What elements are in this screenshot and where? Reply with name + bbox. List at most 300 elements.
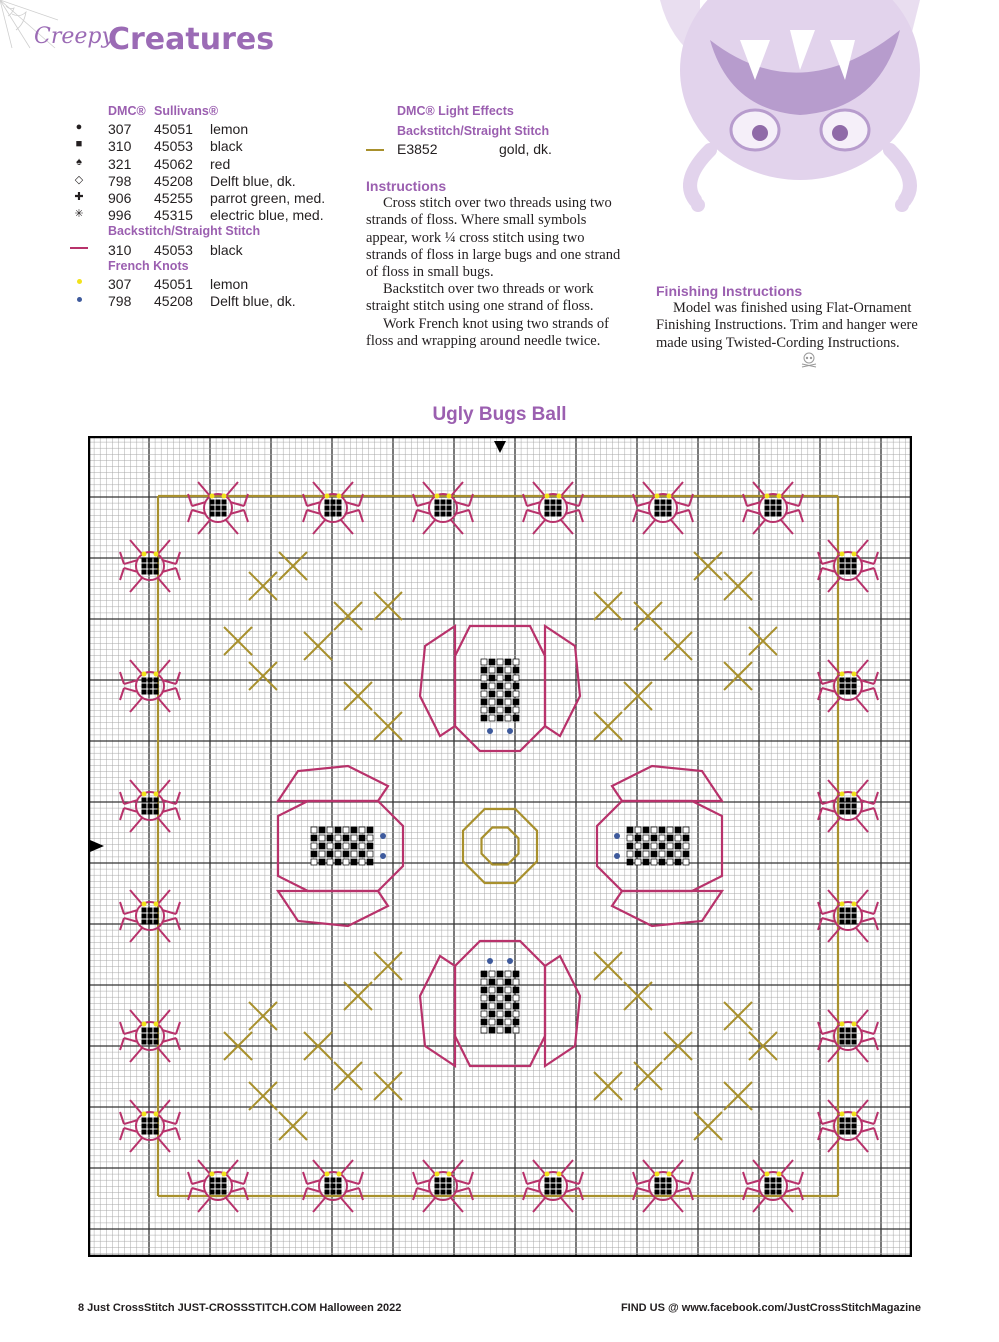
stitch-symbol xyxy=(154,558,159,563)
stitch-symbol xyxy=(210,500,215,505)
stitch-symbol xyxy=(435,1178,440,1183)
stitch-symbol xyxy=(765,1184,770,1189)
stitch-symbol xyxy=(661,1178,666,1183)
stitch-symbol xyxy=(497,1027,503,1033)
stitch-symbol xyxy=(659,843,665,849)
stitch-symbol xyxy=(154,804,159,809)
stitch-symbol xyxy=(222,506,227,511)
stitch-symbol xyxy=(675,851,681,857)
stitch-symbol xyxy=(489,659,495,665)
stitch-symbol xyxy=(210,506,215,511)
stitch-symbol xyxy=(513,1011,519,1017)
stitch-symbol xyxy=(659,859,665,865)
stitch-symbol xyxy=(557,500,562,505)
stitch-symbol xyxy=(154,1028,159,1033)
stitch-symbol xyxy=(777,512,782,517)
french-knot xyxy=(325,494,330,499)
french-knot xyxy=(557,1172,562,1177)
stitch-symbol xyxy=(846,1124,851,1129)
stitch-symbol xyxy=(481,1027,487,1033)
stitch-symbol xyxy=(513,707,519,713)
stitch-symbol xyxy=(497,995,503,1001)
french-knot xyxy=(507,958,513,964)
key-dmc: 307 xyxy=(108,121,132,138)
stitch-symbol xyxy=(489,1027,495,1033)
french-knot xyxy=(840,672,845,677)
stitch-symbol xyxy=(667,512,672,517)
french-heading-row xyxy=(70,259,360,276)
stitch-symbol xyxy=(148,564,153,569)
stitch-symbol xyxy=(142,798,147,803)
key-row xyxy=(70,207,360,224)
stitch-symbol xyxy=(852,908,857,913)
instructions-paragraph: Work French knot using two strands of floss and wrapping around needle twice. xyxy=(366,315,609,349)
stitch-symbol xyxy=(489,1019,495,1025)
stitch-symbol xyxy=(343,859,349,865)
stitch-symbol xyxy=(557,1178,562,1183)
stitch-symbol xyxy=(216,506,221,511)
stitch-symbol xyxy=(210,1190,215,1195)
stitch-symbol xyxy=(505,971,511,977)
cross-stitch-chart xyxy=(88,436,912,1257)
key-dmc: 307 xyxy=(108,275,132,292)
key-symbol: ■ xyxy=(75,138,83,151)
stitch-symbol xyxy=(447,1178,452,1183)
stitch-symbol xyxy=(367,827,373,833)
stitch-symbol xyxy=(148,1034,153,1039)
key-row xyxy=(70,121,360,138)
monster-illustration xyxy=(650,0,940,230)
stitch-symbol xyxy=(367,835,373,841)
stitch-symbol xyxy=(667,500,672,505)
stitch-symbol xyxy=(840,690,845,695)
stitch-symbol xyxy=(142,690,147,695)
stitch-symbol xyxy=(513,683,519,689)
key-sullivans: 45051 xyxy=(154,121,193,138)
french-knot xyxy=(487,958,493,964)
stitch-symbol xyxy=(327,835,333,841)
stitch-symbol xyxy=(489,979,495,985)
french-knot xyxy=(210,494,215,499)
instructions-section xyxy=(366,178,626,350)
stitch-symbol xyxy=(505,987,511,993)
stitch-symbol xyxy=(667,851,673,857)
stitch-symbol xyxy=(840,1118,845,1123)
stitch-symbol xyxy=(661,512,666,517)
french-knot xyxy=(765,494,770,499)
stitch-symbol xyxy=(489,675,495,681)
backstitch-heading-row xyxy=(70,224,360,241)
stitch-symbol xyxy=(331,512,336,517)
stitch-symbol xyxy=(148,810,153,815)
stitch-symbol xyxy=(505,707,511,713)
stitch-symbol xyxy=(154,1124,159,1129)
french-knot xyxy=(852,902,857,907)
stitch-symbol xyxy=(846,558,851,563)
stitch-symbol xyxy=(635,843,641,849)
stitch-symbol xyxy=(505,979,511,985)
key-row xyxy=(70,173,360,190)
stitch-symbol xyxy=(840,558,845,563)
stitch-symbol xyxy=(154,810,159,815)
stitch-symbol xyxy=(771,512,776,517)
stitch-symbol xyxy=(489,971,495,977)
stitch-symbol xyxy=(154,690,159,695)
stitch-symbol xyxy=(343,835,349,841)
stitch-symbol xyxy=(337,512,342,517)
stitch-symbol xyxy=(489,995,495,1001)
stitch-symbol xyxy=(222,500,227,505)
stitch-symbol xyxy=(210,512,215,517)
backstitch-heading: Backstitch/Straight Stitch xyxy=(108,224,261,239)
stitch-symbol xyxy=(148,678,153,683)
french-knot xyxy=(337,494,342,499)
stitch-symbol xyxy=(142,684,147,689)
key-row xyxy=(70,156,360,173)
french-knot xyxy=(325,1172,330,1177)
french-knot xyxy=(380,833,386,839)
stitch-symbol xyxy=(222,1190,227,1195)
stitch-symbol xyxy=(852,1034,857,1039)
stitch-symbol xyxy=(319,851,325,857)
key-dmc: 310 xyxy=(108,138,132,155)
stitch-symbol xyxy=(545,1190,550,1195)
stitch-symbol xyxy=(481,1019,487,1025)
french-knot xyxy=(840,1022,845,1027)
stitch-symbol xyxy=(325,1178,330,1183)
stitch-symbol xyxy=(447,1184,452,1189)
stitch-symbol xyxy=(154,684,159,689)
stitch-symbol xyxy=(846,564,851,569)
key-row xyxy=(70,138,360,155)
key-color-name: red xyxy=(210,155,231,172)
stitch-symbol xyxy=(343,843,349,849)
stitch-symbol xyxy=(852,804,857,809)
french-knot xyxy=(852,552,857,557)
stitch-symbol xyxy=(513,1027,519,1033)
key-symbol: ● xyxy=(75,121,83,134)
stitch-symbol xyxy=(154,914,159,919)
stitch-symbol xyxy=(489,691,495,697)
stitch-symbol xyxy=(319,835,325,841)
stitch-symbol xyxy=(852,810,857,815)
stitch-symbol xyxy=(661,1184,666,1189)
key-color-name: lemon xyxy=(210,275,249,292)
stitch-symbol xyxy=(481,979,487,985)
stitch-symbol xyxy=(651,843,657,849)
stitch-symbol xyxy=(643,835,649,841)
stitch-symbol xyxy=(148,914,153,919)
stitch-symbol xyxy=(846,1040,851,1045)
stitch-symbol xyxy=(659,835,665,841)
stitch-symbol xyxy=(337,1184,342,1189)
stitch-symbol xyxy=(148,1118,153,1123)
stitch-symbol xyxy=(852,678,857,683)
stitch-symbol xyxy=(497,699,503,705)
footer-right: FIND US @ www.facebook.com/JustCrossStitchMagazine xyxy=(620,1302,921,1314)
stitch-symbol xyxy=(655,506,660,511)
finishing-heading: Finishing Instructions xyxy=(656,283,803,299)
stitch-symbol xyxy=(846,678,851,683)
stitch-symbol xyxy=(359,843,365,849)
stitch-symbol xyxy=(655,1190,660,1195)
key-sullivans: 45053 xyxy=(154,138,193,155)
finishing-text: Model was finished using Flat-Ornament Finishing Instructions. Trim and hanger were made using Twisted-Cording Instructions. xyxy=(656,300,918,351)
stitch-symbol xyxy=(505,699,511,705)
stitch-symbol xyxy=(481,995,487,1001)
stitch-symbol xyxy=(481,715,487,721)
french-knot xyxy=(142,1112,147,1117)
french-knot xyxy=(487,728,493,734)
key-symbol: ✚ xyxy=(74,190,84,203)
stitch-symbol xyxy=(142,1124,147,1129)
french-knot xyxy=(154,902,159,907)
stitch-symbol xyxy=(497,971,503,977)
stitch-symbol xyxy=(852,1028,857,1033)
stitch-symbol xyxy=(335,851,341,857)
stitch-symbol xyxy=(325,1190,330,1195)
stitch-symbol xyxy=(777,1190,782,1195)
key-sullivans: 45315 xyxy=(154,207,193,224)
french-knot xyxy=(545,1172,550,1177)
backstitch-line-swatch xyxy=(70,242,88,254)
key-color-name: Delft blue, dk. xyxy=(210,172,296,189)
stitch-symbol xyxy=(311,843,317,849)
stitch-symbol xyxy=(505,675,511,681)
stitch-symbol xyxy=(481,1003,487,1009)
stitch-symbol xyxy=(505,1011,511,1017)
stitch-symbol xyxy=(852,914,857,919)
header-creatures: Creatures xyxy=(108,22,275,57)
stitch-symbol xyxy=(675,827,681,833)
stitch-symbol xyxy=(635,827,641,833)
stitch-symbol xyxy=(651,859,657,865)
stitch-symbol xyxy=(771,500,776,505)
key-dmc: 310 xyxy=(108,241,132,258)
stitch-symbol xyxy=(852,570,857,575)
stitch-symbol xyxy=(216,500,221,505)
stitch-symbol xyxy=(635,835,641,841)
key-symbol: ♠ xyxy=(76,155,82,168)
stitch-symbol xyxy=(489,987,495,993)
key-color-name: electric blue, med. xyxy=(210,207,324,224)
stitch-symbol xyxy=(142,564,147,569)
stitch-symbol xyxy=(447,506,452,511)
french-knot xyxy=(435,1172,440,1177)
french-knot xyxy=(210,1172,215,1177)
stitch-symbol xyxy=(627,843,633,849)
french-knot xyxy=(447,494,452,499)
stitch-symbol xyxy=(447,500,452,505)
stitch-symbol xyxy=(852,1124,857,1129)
stitch-symbol xyxy=(325,500,330,505)
stitch-symbol xyxy=(846,1028,851,1033)
stitch-symbol xyxy=(655,512,660,517)
stitch-symbol xyxy=(627,827,633,833)
footer-left: 8 Just CrossStitch JUST-CROSSSTITCH.COM Halloween 2022 xyxy=(78,1302,402,1314)
stitch-symbol xyxy=(852,690,857,695)
stitch-symbol xyxy=(846,684,851,689)
stitch-symbol xyxy=(557,1190,562,1195)
stitch-symbol xyxy=(667,859,673,865)
french-knot xyxy=(222,494,227,499)
french-knot xyxy=(154,792,159,797)
french-knot xyxy=(142,552,147,557)
stitch-symbol xyxy=(481,707,487,713)
french-knot xyxy=(840,552,845,557)
stitch-symbol xyxy=(635,851,641,857)
stitch-symbol xyxy=(497,683,503,689)
stitch-symbol xyxy=(675,859,681,865)
stitch-symbol xyxy=(643,843,649,849)
stitch-symbol xyxy=(513,971,519,977)
stitch-symbol xyxy=(675,835,681,841)
stitch-symbol xyxy=(683,827,689,833)
stitch-symbol xyxy=(154,798,159,803)
stitch-symbol xyxy=(557,1184,562,1189)
center-arrow-top xyxy=(493,440,507,454)
stitch-symbol xyxy=(489,667,495,673)
french-knot xyxy=(154,552,159,557)
stitch-symbol xyxy=(846,1130,851,1135)
key-dmc: 906 xyxy=(108,189,132,206)
stitch-symbol xyxy=(148,570,153,575)
light-effects-row xyxy=(366,141,626,159)
key-sullivans: 45062 xyxy=(154,155,193,172)
stitch-symbol xyxy=(513,675,519,681)
stitch-symbol xyxy=(505,715,511,721)
stitch-symbol xyxy=(655,500,660,505)
stitch-symbol xyxy=(659,851,665,857)
stitch-symbol xyxy=(840,1028,845,1033)
french-knot xyxy=(852,1112,857,1117)
chart-title: Ugly Bugs Ball xyxy=(432,404,567,425)
stitch-symbol xyxy=(765,1190,770,1195)
french-knot xyxy=(840,1112,845,1117)
stitch-symbol xyxy=(840,1040,845,1045)
stitch-symbol xyxy=(154,564,159,569)
french-knot xyxy=(142,1022,147,1027)
stitch-symbol xyxy=(505,667,511,673)
key-header-row xyxy=(70,104,360,121)
key-color-name: black xyxy=(210,241,243,258)
stitch-symbol xyxy=(210,1184,215,1189)
stitch-symbol xyxy=(661,500,666,505)
stitch-symbol xyxy=(335,859,341,865)
light-effects-sub: Backstitch/Straight Stitch xyxy=(397,124,550,138)
stitch-symbol xyxy=(551,506,556,511)
stitch-symbol xyxy=(222,512,227,517)
stitch-symbol xyxy=(148,690,153,695)
stitch-symbol xyxy=(497,715,503,721)
stitch-symbol xyxy=(148,1130,153,1135)
stitch-symbol xyxy=(513,995,519,1001)
instructions-heading: Instructions xyxy=(366,178,447,194)
stitch-symbol xyxy=(154,1118,159,1123)
stitch-symbol xyxy=(513,667,519,673)
finishing-section xyxy=(656,283,921,352)
stitch-symbol xyxy=(627,859,633,865)
stitch-symbol xyxy=(513,715,519,721)
french-knot xyxy=(557,494,562,499)
stitch-symbol xyxy=(489,1011,495,1017)
french-row xyxy=(70,293,360,310)
stitch-symbol xyxy=(142,908,147,913)
stitch-symbol xyxy=(513,1019,519,1025)
key-color-name: black xyxy=(210,138,243,155)
stitch-symbol xyxy=(846,1118,851,1123)
stitch-symbol xyxy=(148,558,153,563)
stitch-symbol xyxy=(513,1003,519,1009)
stitch-symbol xyxy=(505,995,511,1001)
stitch-symbol xyxy=(659,827,665,833)
key-heading-dmc: DMC® xyxy=(108,104,146,118)
key-sullivans: 45208 xyxy=(154,172,193,189)
stitch-symbol xyxy=(635,859,641,865)
french-knot xyxy=(852,792,857,797)
stitch-symbol xyxy=(846,920,851,925)
stitch-symbol xyxy=(777,1184,782,1189)
key-dmc: 321 xyxy=(108,155,132,172)
stitch-symbol xyxy=(655,1178,660,1183)
stitch-symbol xyxy=(667,1178,672,1183)
stitch-symbol xyxy=(142,678,147,683)
key-symbol: ◇ xyxy=(74,173,84,186)
stitch-symbol xyxy=(651,851,657,857)
stitch-symbol xyxy=(359,851,365,857)
stitch-symbol xyxy=(142,914,147,919)
stitch-symbol xyxy=(216,1184,221,1189)
french-knot xyxy=(154,672,159,677)
stitch-symbol xyxy=(142,1040,147,1045)
stitch-symbol xyxy=(441,500,446,505)
stitch-symbol xyxy=(325,1184,330,1189)
stitch-symbol xyxy=(319,827,325,833)
stitch-symbol xyxy=(148,1028,153,1033)
french-knot xyxy=(840,792,845,797)
stitch-symbol xyxy=(683,843,689,849)
stitch-symbol xyxy=(489,707,495,713)
stitch-symbol xyxy=(505,1027,511,1033)
key-sullivans: 45051 xyxy=(154,275,193,292)
stitch-symbol xyxy=(481,987,487,993)
french-knot xyxy=(507,728,513,734)
stitch-symbol xyxy=(661,506,666,511)
stitch-symbol xyxy=(351,851,357,857)
stitch-symbol xyxy=(667,843,673,849)
key-row xyxy=(70,190,360,207)
stitch-symbol xyxy=(771,1184,776,1189)
stitch-symbol xyxy=(435,506,440,511)
light-effects-code: E3852 xyxy=(397,141,438,157)
stitch-symbol xyxy=(643,827,649,833)
stitch-symbol xyxy=(337,1178,342,1183)
stitch-symbol xyxy=(852,558,857,563)
stitch-symbol xyxy=(840,564,845,569)
stitch-symbol xyxy=(513,659,519,665)
stitch-symbol xyxy=(655,1184,660,1189)
stitch-symbol xyxy=(840,810,845,815)
stitch-symbol xyxy=(557,512,562,517)
gold-line-swatch xyxy=(366,149,384,151)
stitch-symbol xyxy=(852,1130,857,1135)
instructions-paragraph: Backstitch over two threads or work straight stitch using one strand of floss. xyxy=(366,281,594,315)
key-color-name: lemon xyxy=(210,121,249,138)
key-heading-sullivans: Sullivans® xyxy=(154,104,219,118)
stitch-symbol xyxy=(667,506,672,511)
stitch-symbol xyxy=(222,1178,227,1183)
stitch-symbol xyxy=(777,506,782,511)
